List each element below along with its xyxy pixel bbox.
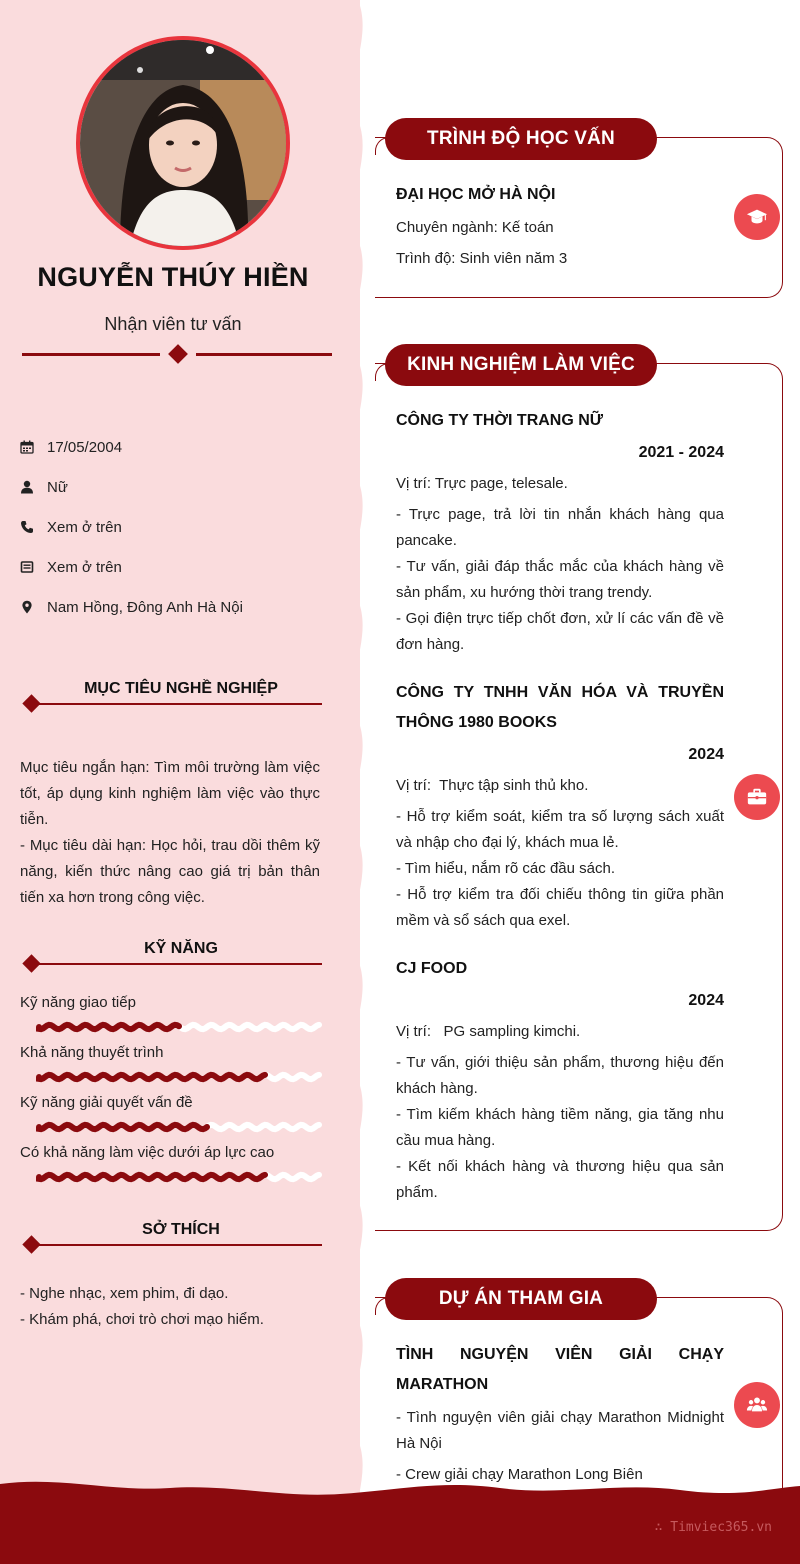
- brand-watermark: ∴ Timviec365.vn: [654, 1520, 772, 1535]
- project-item: - Crew giải chạy Marathon Long Biên: [396, 1466, 643, 1483]
- contact-birthdate: [20, 435, 340, 459]
- skill-label: Kỹ năng giải quyết vấn đề: [20, 1094, 193, 1111]
- experience-title: KINH NGHIỆM LÀM VIỆC: [385, 344, 657, 386]
- hobbies-title: SỞ THÍCH: [142, 1221, 220, 1238]
- job-position: Vị trí: PG sampling kimchi.: [396, 1023, 581, 1040]
- phone-icon: [20, 520, 34, 534]
- skill-level-bar: [36, 1020, 322, 1034]
- skill-label: Khả năng thuyết trình: [20, 1044, 164, 1061]
- graduation-cap-icon: [746, 206, 768, 228]
- contact-email: [20, 555, 340, 579]
- skills-title: KỸ NĂNG: [144, 940, 218, 957]
- job-period: 2021 - 2024: [638, 444, 724, 461]
- contact-address: [20, 595, 340, 619]
- sidebar-wave-edge: [340, 0, 380, 1564]
- objective-text: Mục tiêu ngắn hạn: Tìm môi trường làm việc tốt, áp dụng kinh nghiệm làm việc vào thực tiễn. - Mục tiêu dài hạn: Học hỏi, trau dồi thêm kỹ năng, kiến thức nâng cao giá trị bản thân tiến xa hơn trong công việc.: [20, 759, 320, 906]
- skill-label: Kỹ năng giao tiếp: [20, 994, 136, 1011]
- job-position: Vị trí: Thực tập sinh thủ kho.: [396, 777, 589, 794]
- calendar-icon: [20, 440, 34, 454]
- candidate-name: NGUYỄN THÚY HIỀN: [37, 262, 309, 292]
- contact-email-value: Xem ở trên: [47, 558, 122, 576]
- skill-item: [20, 1044, 320, 1084]
- job-company: CÔNG TY THỜI TRANG NỮ: [396, 412, 604, 429]
- job-period: 2024: [688, 992, 724, 1009]
- education-school: ĐẠI HỌC MỞ HÀ NỘI: [396, 186, 556, 203]
- email-icon: [20, 560, 34, 574]
- contact-address-value: Nam Hồng, Đông Anh Hà Nội: [47, 598, 243, 616]
- skill-bar-fill: [39, 1025, 179, 1029]
- name-divider-right: [196, 353, 332, 356]
- skill-item: [20, 1144, 320, 1184]
- education-title: TRÌNH ĐỘ HỌC VẤN: [385, 118, 657, 160]
- project-item: - Tình nguyện viên giải chạy Marathon Midnight Hà Nội: [396, 1409, 724, 1452]
- education-major: Chuyên ngành: Kế toán: [396, 219, 554, 236]
- job-position: Vị trí: Trực page, telesale.: [396, 475, 568, 492]
- skill-bar-fill: [39, 1175, 265, 1179]
- experience-badge: [734, 774, 780, 820]
- skill-level-bar: [36, 1120, 322, 1134]
- skill-item: [20, 994, 320, 1034]
- location-icon: [20, 600, 34, 614]
- job-duties: - Hỗ trợ kiểm soát, kiểm tra số lượng sách xuất và nhập cho đại lý, khách mua lẻ. - Tìm hiểu, nắm rõ các đầu sách. - Hỗ trợ kiểm tra đối chiếu thông tin giữa phần mềm và sổ sách qua exel.: [396, 808, 724, 929]
- job-company: CÔNG TY TNHH VĂN HÓA VÀ TRUYỀN THÔNG 1980 BOOKS: [396, 684, 724, 731]
- job-duties: - Tư vấn, giới thiệu sản phẩm, thương hiệu đến khách hàng. - Tìm kiếm khách hàng tiềm năng, gia tăng nhu cầu mua hàng. - Kết nối khách hàng và thương hiệu qua sản phẩm.: [396, 1054, 724, 1201]
- user-icon: [20, 480, 34, 494]
- skill-bar-fill: [39, 1125, 207, 1129]
- projects-badge: [734, 1382, 780, 1428]
- objective-heading: [20, 680, 322, 710]
- education-badge: [734, 194, 780, 240]
- candidate-role: Nhận viên tư vấn: [104, 314, 242, 334]
- skill-item: [20, 1094, 320, 1134]
- skill-level-bar: [36, 1170, 322, 1184]
- education-level: Trình độ: Sinh viên năm 3: [396, 250, 568, 267]
- contact-gender-value: Nữ: [47, 478, 68, 496]
- skill-label: Có khả năng làm việc dưới áp lực cao: [20, 1144, 275, 1161]
- group-icon: [746, 1394, 768, 1416]
- contact-gender: [20, 475, 340, 499]
- project-name: TÌNH NGUYỆN VIÊN GIẢI CHẠY MARATHON: [396, 1346, 724, 1393]
- avatar: [76, 36, 290, 250]
- job-period: 2024: [688, 746, 724, 763]
- skill-bar-fill: [39, 1075, 265, 1079]
- job-duties: - Trực page, trả lời tin nhắn khách hàng qua pancake. - Tư vấn, giải đáp thắc mắc của khách hàng về sản phẩm, xu hướng thời trang trendy. - Gọi điện trực tiếp chốt đơn, xử lí các vấn đề về đơn hàng.: [396, 506, 724, 653]
- hobby-item: - Nghe nhạc, xem phim, đi dạo.: [20, 1285, 229, 1302]
- name-divider-left: [22, 353, 160, 356]
- projects-title: DỰ ÁN THAM GIA: [385, 1278, 657, 1320]
- skill-level-bar: [36, 1070, 322, 1084]
- contact-phone-value: Xem ở trên: [47, 518, 122, 536]
- briefcase-icon: [746, 786, 768, 808]
- hobby-item: - Khám phá, chơi trò chơi mạo hiểm.: [20, 1311, 264, 1328]
- contact-phone: [20, 515, 340, 539]
- job-company: CJ FOOD: [396, 960, 468, 977]
- hobbies-heading: [20, 1221, 322, 1251]
- contact-birthdate-value: 17/05/2004: [47, 438, 123, 456]
- objective-title: MỤC TIÊU NGHỀ NGHIỆP: [84, 680, 278, 697]
- skills-heading: [20, 940, 322, 970]
